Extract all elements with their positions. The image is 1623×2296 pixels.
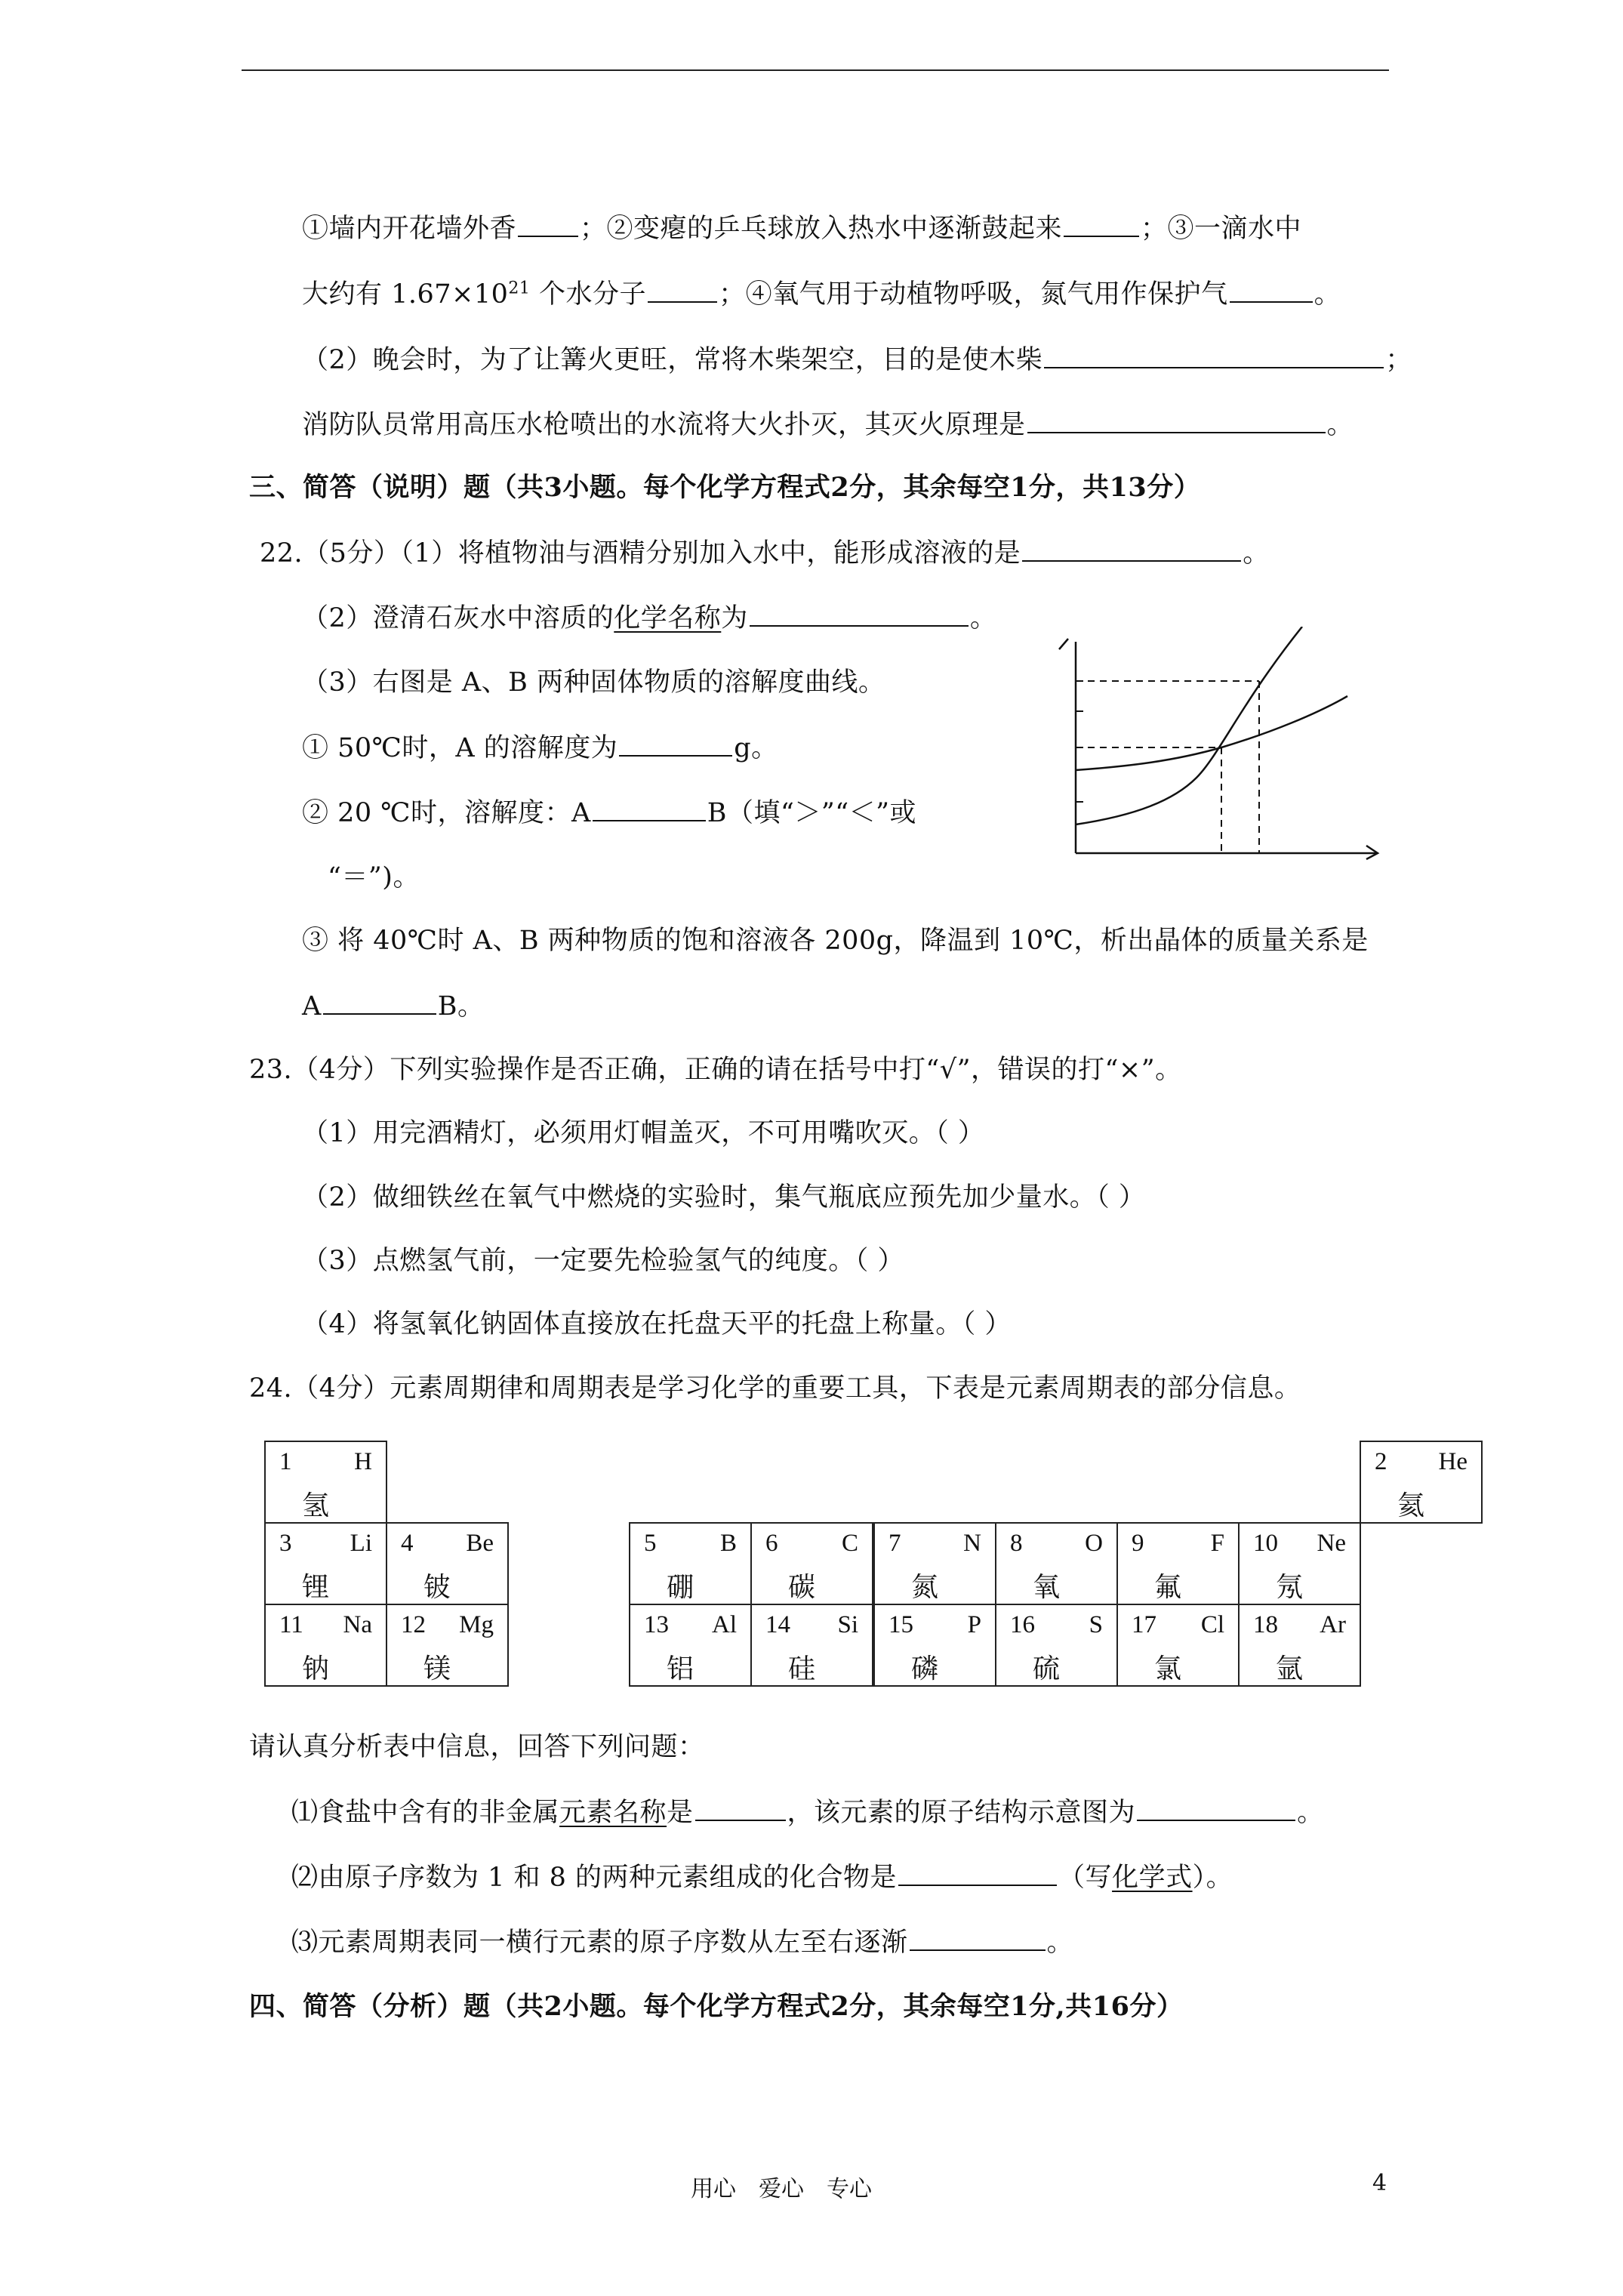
text: B。 [437,991,485,1022]
curve-a [1076,627,1302,824]
q22-line-8 [302,988,485,1025]
element-name: 磷 [911,1653,939,1684]
q22-line-2 [302,599,996,636]
q23-title: 23.（4分）下列实验操作是否正确，正确的请在括号中打“√”，错误的打“×”。 [249,1055,1182,1085]
empty-cell [508,1604,630,1686]
element-cell-na [265,1604,387,1686]
element-cell-p [873,1604,996,1686]
element-symbol: He [1438,1448,1467,1475]
element-name: 硼 [667,1572,694,1603]
q23-item-2: （2）做细铁丝在氧气中燃烧的实验时，集气瓶底应预先加少量水。（ ） [302,1182,1146,1213]
text: 。 [1297,1798,1324,1828]
element-cell-f [1117,1523,1239,1604]
element-name: 氦 [1397,1490,1425,1521]
text: ①墙内开花墙外香 [302,214,517,244]
text: （2）澄清石灰水中溶质的 [302,603,614,633]
element-name: 硅 [788,1653,816,1684]
answer-blank[interactable] [1064,210,1139,237]
element-cell-be [387,1523,508,1604]
text: 为 [721,603,748,633]
element-cell-b [630,1523,751,1604]
answer-blank[interactable] [898,1859,1057,1886]
element-name: 氢 [302,1490,330,1521]
text: g。 [734,733,778,763]
solubility-curve-chart [1046,627,1385,868]
element-cell-o [996,1523,1117,1604]
empty-cell [996,1441,1117,1523]
atomic-number: 13 [644,1611,669,1638]
q22-line-6: “＝”)。 [328,862,420,892]
text: 。 [1326,410,1354,440]
empty-cell [873,1441,996,1523]
text: B（填“＞”“＜”或 [707,798,917,828]
text: ，该元素的原子结构示意图为 [787,1798,1136,1828]
answer-blank[interactable] [1027,406,1326,433]
footer-motto: 用心 爱心 专心 [691,2176,872,2202]
atomic-number: 8 [1010,1530,1023,1557]
atomic-number: 9 [1132,1530,1144,1557]
underlined-text: 化学名称 [614,603,722,633]
element-name: 硫 [1033,1653,1061,1684]
element-name: 碳 [788,1572,816,1603]
element-symbol: Na [343,1611,372,1638]
empty-cell [508,1441,630,1523]
element-symbol: Ne [1317,1530,1346,1557]
text: ；③一滴水中 [1141,214,1302,244]
element-cell-c [751,1523,873,1604]
y-axis-arrow [1059,639,1068,649]
period-3 [265,1604,1482,1686]
answer-blank[interactable] [1137,1794,1295,1821]
answer-blank[interactable] [593,794,706,821]
answer-blank[interactable] [1230,276,1313,303]
atomic-number: 10 [1253,1530,1278,1557]
element-name: 钠 [302,1653,330,1684]
atomic-number: 15 [888,1611,913,1638]
q22-line-4 [302,729,778,766]
atomic-number: 1 [279,1448,292,1475]
atomic-number: 11 [279,1611,303,1638]
text: 22.（5分）（1）将植物油与酒精分别加入水中，能形成溶液的是 [260,538,1021,569]
underlined-text: 化学式 [1112,1863,1193,1893]
element-name: 氩 [1276,1653,1304,1684]
q22-line-7: ③ 将 40℃时 A、B 两种物质的饱和溶液各 200g，降温到 10℃，析出晶体的质量关系是 [302,926,1369,956]
element-name: 锂 [302,1572,330,1603]
page-number: 4 [1372,2170,1387,2196]
q24-part-1 [291,1794,1324,1831]
element-name: 氮 [911,1572,939,1603]
text: ① 50℃时，A 的溶解度为 [302,733,618,763]
text: ； [1385,345,1412,375]
element-symbol: F [1210,1530,1224,1557]
empty-cell [1117,1441,1239,1523]
q21-line-1 [302,210,1301,247]
element-name: 镁 [423,1653,451,1684]
text: 。 [969,603,997,633]
q24-intro: 请认真分析表中信息，回答下列问题： [249,1732,705,1762]
atomic-number: 7 [888,1530,901,1557]
period-2 [265,1523,1482,1604]
element-name: 氖 [1276,1572,1304,1603]
text: 。 [1243,538,1270,569]
element-name: 氯 [1154,1653,1182,1684]
period-1 [265,1441,1482,1523]
text: 。 [1313,279,1341,310]
q22-line-5 [302,794,916,831]
text: 个水分子 [530,279,647,310]
text: ⑶元素周期表同一横行元素的原子序数从左至右逐渐 [291,1928,908,1958]
answer-blank[interactable] [1044,341,1384,368]
element-cell-ne [1239,1523,1360,1604]
q23-item-1: （1）用完酒精灯，必须用灯帽盖灭，不可用嘴吹灭。（ ） [302,1118,985,1148]
element-cell-he [1360,1441,1482,1523]
element-symbol: Li [350,1530,372,1557]
element-symbol: B [719,1530,737,1557]
empty-cell [508,1523,630,1604]
text: A [302,991,322,1022]
atomic-number: 14 [765,1611,790,1638]
element-cell-mg [387,1604,508,1686]
atomic-number: 2 [1375,1448,1387,1475]
periodic-table [264,1441,1483,1687]
element-cell-si [751,1604,873,1686]
atomic-number: 12 [401,1611,426,1638]
element-symbol: P [967,1611,981,1638]
element-symbol: O [1085,1530,1103,1557]
q22-line-1 [260,535,1270,572]
atomic-number: 16 [1010,1611,1035,1638]
answer-blank[interactable] [750,599,969,627]
element-symbol: Ar [1320,1611,1346,1638]
element-cell-n [873,1523,996,1604]
text: ⑴食盐中含有的非金属 [291,1798,560,1828]
element-cell-h [265,1441,387,1523]
element-symbol: N [963,1530,981,1557]
superscript: 21 [508,279,531,298]
atomic-number: 4 [401,1530,414,1557]
empty-cell [751,1441,873,1523]
underlined-text: 元素名称 [559,1798,667,1828]
atomic-number: 18 [1253,1611,1278,1638]
text: （写 [1058,1863,1113,1893]
header-rule [242,69,1389,71]
section-4-heading: 四、简答（分析）题（共2小题。每个化学方程式2分，其余每空1分,共16分） [249,1991,1184,2022]
element-symbol: Be [466,1530,494,1557]
answer-blank[interactable] [323,988,436,1015]
element-cell-s [996,1604,1117,1686]
answer-blank[interactable] [648,276,717,303]
text: ② 20 ℃时，溶解度：A [302,798,591,828]
text: 。 [1046,1928,1074,1958]
element-name: 铝 [667,1653,694,1684]
atomic-number: 5 [644,1530,657,1557]
q24-title: 24.（4分）元素周期律和周期表是学习化学的重要工具，下表是元素周期表的部分信息。 [249,1373,1301,1404]
text: （2）晚会时，为了让篝火更旺，常将木柴架空，目的是使木柴 [302,345,1043,375]
q21-line-2 [302,276,1341,313]
atomic-number: 17 [1132,1611,1156,1638]
answer-blank[interactable] [1022,535,1241,562]
element-cell-cl [1117,1604,1239,1686]
text: 是 [667,1798,694,1828]
empty-cell [630,1441,751,1523]
text: 大约有 1.67×10 [302,279,509,310]
answer-blank[interactable] [518,210,578,237]
q23-item-3: （3）点燃氢气前，一定要先检验氢气的纯度。（ ） [302,1246,904,1276]
element-symbol: Cl [1200,1611,1224,1638]
answer-blank[interactable] [695,1794,786,1821]
text: ）。 [1192,1863,1233,1893]
element-name: 氟 [1154,1572,1182,1603]
atomic-number: 6 [765,1530,778,1557]
element-cell-al [630,1604,751,1686]
element-symbol: S [1089,1611,1103,1638]
empty-cell [387,1441,508,1523]
q24-part-2 [291,1859,1233,1896]
q24-part-3 [291,1924,1073,1961]
text: ；②变瘪的乒乓球放入热水中逐渐鼓起来 [580,214,1063,244]
atomic-number: 3 [279,1530,292,1557]
element-symbol: Al [712,1611,737,1638]
element-cell-li [265,1523,387,1604]
q22-line-3: （3）右图是 A、B 两种固体物质的溶解度曲线。 [302,667,885,698]
element-symbol: Mg [459,1611,494,1638]
section-3-heading: 三、简答（说明）题（共3小题。每个化学方程式2分，其余每空1分，共13分） [249,472,1201,503]
text: ⑵由原子序数为 1 和 8 的两种元素组成的化合物是 [291,1863,898,1893]
element-name: 铍 [423,1572,451,1603]
text: 消防队员常用高压水枪喷出的水流将大火扑灭，其灭火原理是 [302,410,1026,440]
answer-blank[interactable] [619,729,732,757]
element-symbol: C [841,1530,858,1557]
empty-cell [1239,1441,1360,1523]
q21-line-3 [302,341,1412,378]
element-symbol: Si [837,1611,858,1638]
text: ；④氧气用于动植物呼吸，氮气用作保护气 [719,279,1228,310]
element-cell-ar [1239,1604,1360,1686]
element-symbol: H [354,1448,372,1475]
q23-item-4: （4）将氢氧化钠固体直接放在托盘天平的托盘上称量。（ ） [302,1309,1012,1339]
q21-line-4 [302,406,1354,443]
element-name: 氧 [1033,1572,1061,1603]
answer-blank[interactable] [910,1924,1046,1951]
